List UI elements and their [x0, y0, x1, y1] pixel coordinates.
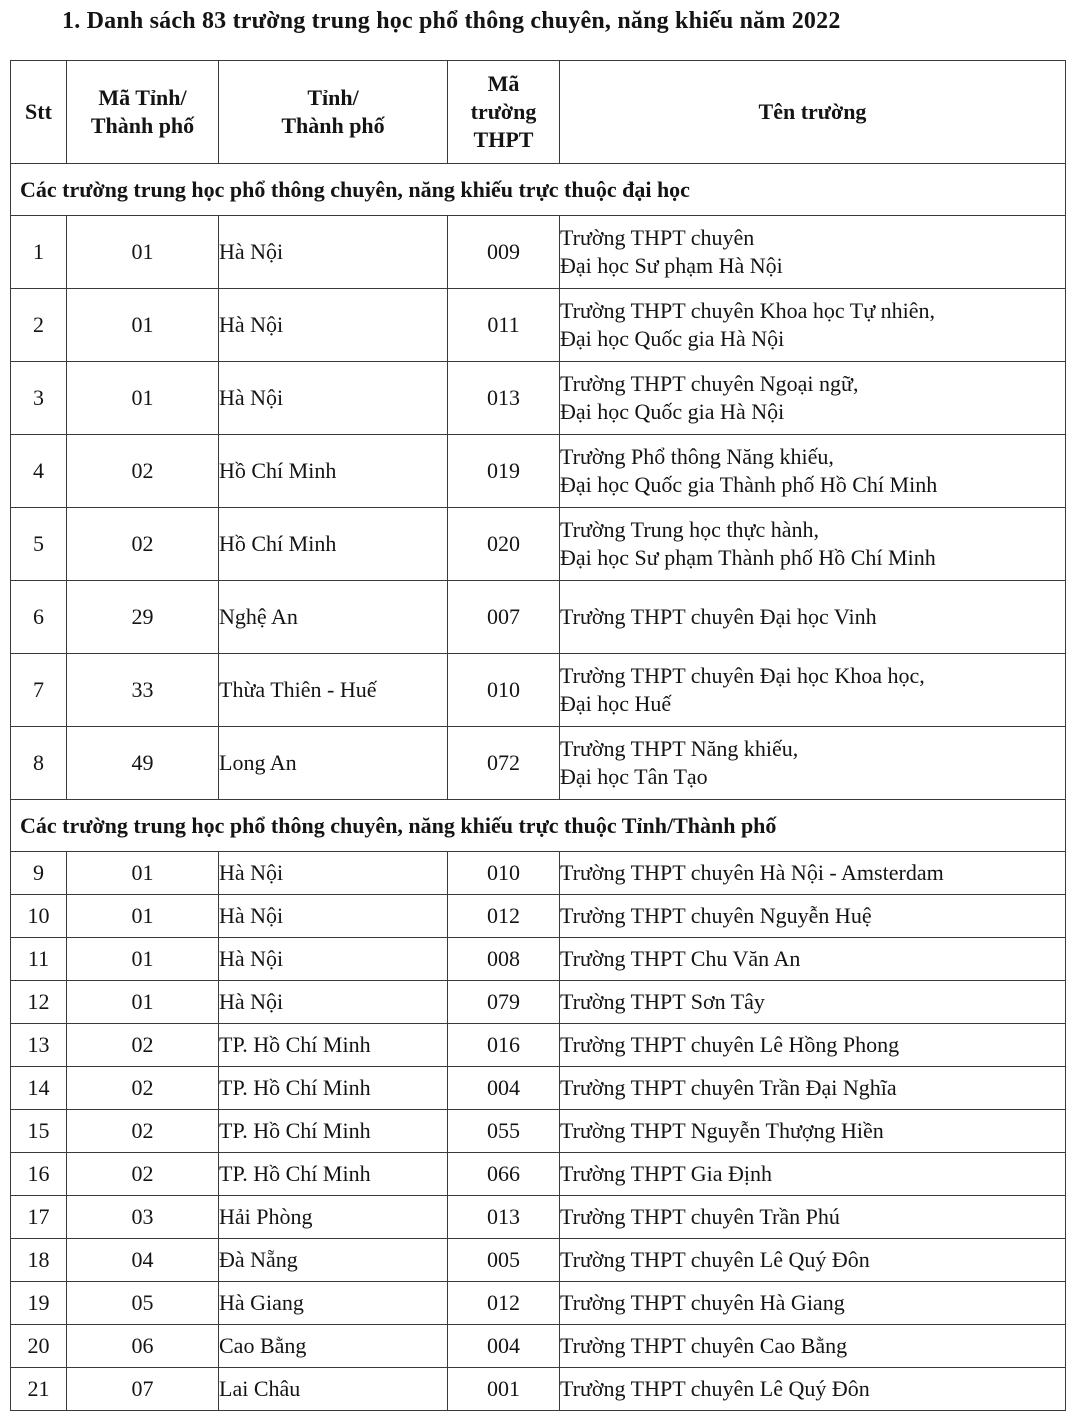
cell-province-code: 02 — [67, 508, 219, 581]
school-name-line: Đại học Tân Tạo — [560, 764, 708, 789]
cell-school-name — [560, 435, 1066, 508]
cell-school-name — [560, 654, 1066, 727]
schools-table — [10, 60, 1066, 1411]
school-name-line: Trường THPT chuyên — [560, 225, 755, 250]
header-province-code-line-1: Mã Tỉnh/ — [98, 85, 187, 110]
cell-stt: 17 — [11, 1196, 67, 1239]
cell-school-code: 013 — [448, 1196, 560, 1239]
cell-stt: 6 — [11, 581, 67, 654]
cell-province-code: 01 — [67, 852, 219, 895]
cell-province-code: 02 — [67, 435, 219, 508]
cell-school-code: 007 — [448, 581, 560, 654]
section-row — [11, 164, 1066, 216]
cell-province-code: 49 — [67, 727, 219, 800]
table-row — [11, 727, 1066, 800]
cell-province: Hải Phòng — [219, 1196, 448, 1239]
school-name-line: Đại học Quốc gia Hà Nội — [560, 326, 785, 351]
cell-school-name — [560, 1024, 1066, 1067]
cell-province: TP. Hồ Chí Minh — [219, 1067, 448, 1110]
cell-province-code: 03 — [67, 1196, 219, 1239]
cell-stt: 21 — [11, 1368, 67, 1411]
school-name-line: Trường THPT chuyên Trần Phú — [560, 1204, 840, 1229]
cell-school-code: 012 — [448, 1282, 560, 1325]
table-row — [11, 1325, 1066, 1368]
school-name-line: Trường THPT Sơn Tây — [560, 989, 765, 1014]
cell-school-code: 008 — [448, 938, 560, 981]
cell-province-code: 02 — [67, 1110, 219, 1153]
cell-stt: 8 — [11, 727, 67, 800]
table-row — [11, 1024, 1066, 1067]
cell-school-code: 009 — [448, 216, 560, 289]
cell-province: Hà Nội — [219, 938, 448, 981]
cell-province-code: 07 — [67, 1368, 219, 1411]
cell-province: Hà Nội — [219, 852, 448, 895]
page-title: 1. Danh sách 83 trường trung học phổ thông chuyên, năng khiếu năm 2022 — [62, 8, 841, 34]
cell-school-name — [560, 1282, 1066, 1325]
cell-school-name — [560, 895, 1066, 938]
school-name-line: Trường THPT chuyên Đại học Khoa học, — [560, 663, 925, 688]
school-name-line: Đại học Quốc gia Hà Nội — [560, 399, 785, 424]
cell-stt: 19 — [11, 1282, 67, 1325]
cell-school-code: 010 — [448, 654, 560, 727]
cell-school-name — [560, 1368, 1066, 1411]
cell-school-name — [560, 1325, 1066, 1368]
school-name-line: Trường THPT chuyên Nguyễn Huệ — [560, 903, 872, 928]
cell-province-code: 33 — [67, 654, 219, 727]
school-name-line: Đại học Sư phạm Hà Nội — [560, 253, 783, 278]
school-name-line: Trường THPT chuyên Đại học Vinh — [560, 604, 877, 629]
cell-school-name — [560, 508, 1066, 581]
cell-school-name — [560, 1110, 1066, 1153]
cell-school-code: 016 — [448, 1024, 560, 1067]
school-name-line: Trường THPT chuyên Hà Giang — [560, 1290, 845, 1315]
school-name-line: Trường THPT Chu Văn An — [560, 946, 801, 971]
cell-province-code: 01 — [67, 216, 219, 289]
cell-province: Đà Nẵng — [219, 1239, 448, 1282]
table-row — [11, 1239, 1066, 1282]
header-school-code-line-2: trường — [470, 99, 537, 124]
cell-province: Long An — [219, 727, 448, 800]
school-name-line: Trường THPT chuyên Khoa học Tự nhiên, — [560, 298, 936, 323]
cell-province-code: 02 — [67, 1153, 219, 1196]
cell-school-name — [560, 1067, 1066, 1110]
cell-province-code: 02 — [67, 1024, 219, 1067]
school-name-line: Trường THPT Năng khiếu, — [560, 736, 799, 761]
header-province-code-line-2: Thành phố — [90, 113, 195, 138]
cell-province-code: 01 — [67, 895, 219, 938]
cell-province: Hồ Chí Minh — [219, 435, 448, 508]
header-province-code — [67, 61, 219, 164]
cell-school-name — [560, 938, 1066, 981]
cell-stt: 3 — [11, 362, 67, 435]
table-row — [11, 981, 1066, 1024]
table-row — [11, 216, 1066, 289]
cell-province-code: 01 — [67, 938, 219, 981]
school-name-line: Đại học Sư phạm Thành phố Hồ Chí Minh — [560, 545, 936, 570]
cell-school-code: 013 — [448, 362, 560, 435]
cell-school-code: 011 — [448, 289, 560, 362]
cell-school-name — [560, 1153, 1066, 1196]
cell-province-code: 04 — [67, 1239, 219, 1282]
cell-stt: 12 — [11, 981, 67, 1024]
cell-province: Lai Châu — [219, 1368, 448, 1411]
cell-school-name — [560, 1196, 1066, 1239]
cell-school-name — [560, 981, 1066, 1024]
cell-school-code: 001 — [448, 1368, 560, 1411]
school-name-line: Trường Phổ thông Năng khiếu, — [560, 444, 834, 469]
cell-school-name — [560, 362, 1066, 435]
cell-school-code: 019 — [448, 435, 560, 508]
cell-province: Hà Nội — [219, 362, 448, 435]
cell-stt: 4 — [11, 435, 67, 508]
cell-province: TP. Hồ Chí Minh — [219, 1024, 448, 1067]
table-row — [11, 654, 1066, 727]
cell-province-code: 01 — [67, 981, 219, 1024]
cell-school-code: 072 — [448, 727, 560, 800]
cell-stt: 18 — [11, 1239, 67, 1282]
header-school-code-line-1: Mã — [487, 71, 520, 96]
cell-school-code: 020 — [448, 508, 560, 581]
cell-stt: 1 — [11, 216, 67, 289]
school-name-line: Trường THPT chuyên Hà Nội - Amsterdam — [560, 860, 944, 885]
cell-school-name — [560, 852, 1066, 895]
table-row — [11, 362, 1066, 435]
school-name-line: Trường THPT chuyên Lê Hồng Phong — [560, 1032, 900, 1057]
cell-province-code: 02 — [67, 1067, 219, 1110]
cell-school-name — [560, 727, 1066, 800]
table-header-row — [11, 61, 1066, 164]
cell-province: Hà Nội — [219, 289, 448, 362]
cell-stt: 5 — [11, 508, 67, 581]
cell-province: TP. Hồ Chí Minh — [219, 1110, 448, 1153]
table-row — [11, 508, 1066, 581]
cell-school-code: 055 — [448, 1110, 560, 1153]
cell-stt: 11 — [11, 938, 67, 981]
section-label: Các trường trung học phổ thông chuyên, năng khiếu trực thuộc Tỉnh/Thành phố — [11, 800, 1066, 852]
cell-province: Hà Nội — [219, 895, 448, 938]
school-name-line: Trường THPT Nguyễn Thượng Hiền — [560, 1118, 884, 1143]
table-row — [11, 289, 1066, 362]
header-stt: Stt — [11, 61, 67, 164]
cell-stt: 9 — [11, 852, 67, 895]
school-name-line: Trường THPT chuyên Lê Quý Đôn — [560, 1376, 870, 1401]
table-row — [11, 1067, 1066, 1110]
school-name-line: Trường Trung học thực hành, — [560, 517, 819, 542]
cell-province: Hà Nội — [219, 981, 448, 1024]
header-province-line-1: Tỉnh/ — [307, 85, 359, 110]
table-row — [11, 852, 1066, 895]
cell-province-code: 05 — [67, 1282, 219, 1325]
cell-school-code: 010 — [448, 852, 560, 895]
school-name-line: Trường THPT chuyên Ngoại ngữ, — [560, 371, 859, 396]
table-row — [11, 938, 1066, 981]
school-name-line: Đại học Huế — [560, 691, 672, 716]
cell-province: Thừa Thiên - Huế — [219, 654, 448, 727]
table-row — [11, 1153, 1066, 1196]
cell-school-code: 005 — [448, 1239, 560, 1282]
cell-province: Cao Bằng — [219, 1325, 448, 1368]
cell-province-code: 01 — [67, 289, 219, 362]
cell-school-code: 004 — [448, 1067, 560, 1110]
table-row — [11, 1110, 1066, 1153]
cell-province-code: 06 — [67, 1325, 219, 1368]
cell-school-name — [560, 289, 1066, 362]
cell-province: Hà Giang — [219, 1282, 448, 1325]
header-school-code-line-3: THPT — [473, 127, 534, 152]
table-row — [11, 1368, 1066, 1411]
school-name-line: Trường THPT chuyên Lê Quý Đôn — [560, 1247, 870, 1272]
cell-stt: 14 — [11, 1067, 67, 1110]
cell-school-code: 004 — [448, 1325, 560, 1368]
school-name-line: Trường THPT Gia Định — [560, 1161, 773, 1186]
cell-school-code: 066 — [448, 1153, 560, 1196]
cell-school-code: 079 — [448, 981, 560, 1024]
table-row — [11, 581, 1066, 654]
cell-school-name — [560, 1239, 1066, 1282]
school-name-line: Trường THPT chuyên Trần Đại Nghĩa — [560, 1075, 897, 1100]
table-row — [11, 435, 1066, 508]
header-province — [219, 61, 448, 164]
table-row — [11, 1196, 1066, 1239]
school-name-line: Đại học Quốc gia Thành phố Hồ Chí Minh — [560, 472, 938, 497]
header-school-code — [448, 61, 560, 164]
cell-province: TP. Hồ Chí Minh — [219, 1153, 448, 1196]
cell-province: Hồ Chí Minh — [219, 508, 448, 581]
cell-province-code: 29 — [67, 581, 219, 654]
section-row — [11, 800, 1066, 852]
cell-stt: 16 — [11, 1153, 67, 1196]
header-province-line-2: Thành phố — [281, 113, 385, 138]
cell-province: Nghệ An — [219, 581, 448, 654]
cell-stt: 7 — [11, 654, 67, 727]
cell-school-name — [560, 581, 1066, 654]
cell-school-name — [560, 216, 1066, 289]
cell-stt: 10 — [11, 895, 67, 938]
cell-stt: 15 — [11, 1110, 67, 1153]
cell-stt: 20 — [11, 1325, 67, 1368]
cell-stt: 13 — [11, 1024, 67, 1067]
cell-province: Hà Nội — [219, 216, 448, 289]
cell-stt: 2 — [11, 289, 67, 362]
table-row — [11, 895, 1066, 938]
cell-school-code: 012 — [448, 895, 560, 938]
cell-province-code: 01 — [67, 362, 219, 435]
table-row — [11, 1282, 1066, 1325]
section-label: Các trường trung học phổ thông chuyên, năng khiếu trực thuộc đại học — [11, 164, 1066, 216]
school-name-line: Trường THPT chuyên Cao Bằng — [560, 1333, 848, 1358]
header-school-name: Tên trường — [560, 61, 1066, 164]
